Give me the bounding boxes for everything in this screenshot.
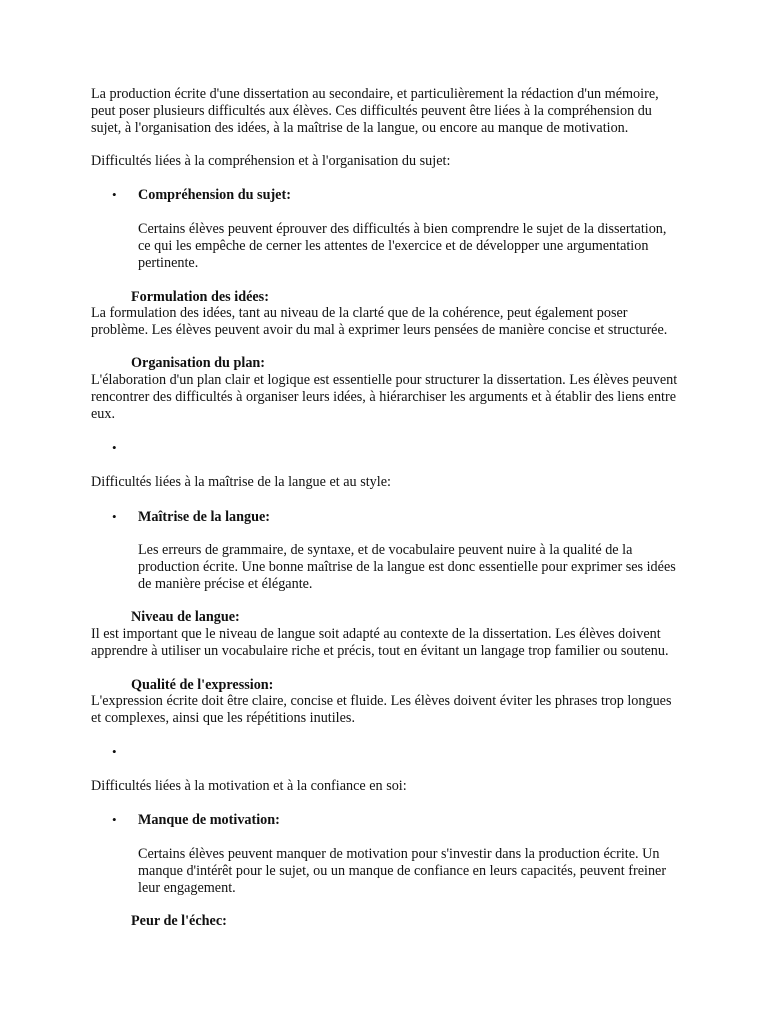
subheading-formulation-idees: Formulation des idées: [131, 289, 269, 305]
section-heading-motivation: Difficultés liées à la motivation et à la confiance en soi: [91, 778, 407, 794]
paragraph-organisation-plan: L'élaboration d'un plan clair et logique est essentielle pour structurer la dissertation. Les élèves peuvent rencontrer des difficultés à organiser leurs idées, à hiérarchiser les arguments et à établir des liens entre eux. [91, 372, 678, 422]
bullet-marker: • [112, 812, 117, 827]
paragraph-niveau-langue: Il est important que le niveau de langue soit adapté au contexte de la dissertation. Les élèves doivent apprendre à utiliser un vocabulaire riche et précis, tout en évitant un langage trop familier ou soutenu. [91, 626, 669, 659]
paragraph-qualite-expression: L'expression écrite doit être claire, concise et fluide. Les élèves doivent éviter les phrases trop longues et complexes, ainsi que les répétitions inutiles. [91, 693, 672, 726]
subheading-niveau-langue: Niveau de langue: [131, 609, 240, 625]
subheading-organisation-plan: Organisation du plan: [131, 355, 266, 371]
bullet-label-manque-motivation: Manque de motivation: [138, 812, 280, 828]
subheading-peur-echec: Peur de l'échec: [131, 913, 227, 929]
section-heading-comprehension: Difficultés liées à la compréhension et à l'organisation du sujet: [91, 153, 451, 169]
bullet-text-comprehension-sujet: Certains élèves peuvent éprouver des difficultés à bien comprendre le sujet de la dissertation, ce qui les empêche de cerner les attentes de l'exercice et de développer une argumentation pertinente. [138, 221, 667, 271]
bullet-marker: • [112, 187, 117, 202]
subheading-qualite-expression: Qualité de l'expression: [131, 677, 274, 693]
empty-bullet-marker: • [112, 744, 117, 759]
paragraph-formulation-idees: La formulation des idées, tant au niveau de la clarté que de la cohérence, peut également poser problème. Les élèves peuvent avoir du mal à exprimer leurs pensées de manière concise et structurée. [91, 305, 668, 338]
bullet-marker: • [112, 509, 117, 524]
bullet-text-manque-motivation: Certains élèves peuvent manquer de motivation pour s'investir dans la production écrite. Un manque d'intérêt pour le sujet, ou un manque de confiance en leurs capacités, peuvent freiner leur engagement. [138, 846, 667, 896]
bullet-label-maitrise-langue: Maîtrise de la langue: [138, 509, 271, 525]
intro-paragraph: La production écrite d'une dissertation au secondaire, et particulièrement la rédaction d'un mémoire, peut poser plusieurs difficultés aux élèves. Ces difficultés peuvent être liées à la compréhension du sujet, à l'organisation des idées, à la maîtrise de la langue, ou encore au manque de motivation. [91, 86, 659, 136]
bullet-text-maitrise-langue: Les erreurs de grammaire, de syntaxe, et de vocabulaire peuvent nuire à la qualité de la production écrite. Une bonne maîtrise de la langue est donc essentielle pour exprimer ses idées de manière précise et élégante. [138, 542, 676, 592]
bullet-label-comprehension-sujet: Compréhension du sujet: [138, 187, 291, 203]
section-heading-langue: Difficultés liées à la maîtrise de la langue et au style: [91, 474, 391, 490]
empty-bullet-marker: • [112, 440, 117, 455]
